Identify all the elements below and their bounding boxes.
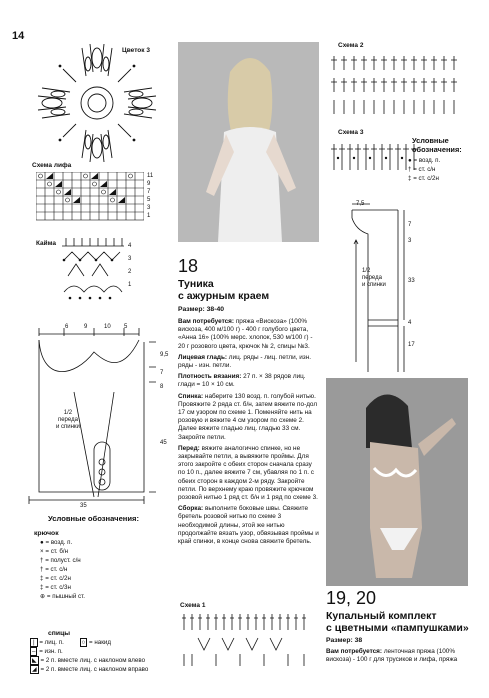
article-18-size: Размер: 38-40 [178,306,225,313]
bodice-chart [36,172,144,222]
legend-knit-subtitle: спицы [48,630,71,637]
swimsuit-model-photo [326,378,468,586]
page-number: 14 [12,30,25,42]
legend-item: ● = возд. п. [40,539,73,546]
legend-crochet-subtitle: крючок [34,530,59,537]
legend-item: × = ст. б/н [40,548,69,555]
pattern-center-label: 1/2 переда и спинки [56,410,80,430]
article-1920-size: Размер: 38 [326,637,363,644]
article-18-number: 18 [178,256,199,276]
border-label: Кайма [36,240,56,247]
scheme-2-label: Схема 2 [338,42,364,49]
tunic-center-label: 1/2 переда и спинки [362,268,386,288]
tunic-dim-4: 33 [408,278,415,284]
article-18-body: Вам потребуется: пряжа «Вискоза» (100% вискоза, 400 м/100 г) - 400 г голубого цвета, «Анна 16» (100% мерс. хлопок, 530 м/100 г) - 20 г розового цвета, крючок № 2, спицы №3. Лицевая гладь: лиц. ряды - лиц. петли, изн. ряды - изн. петли. Плотность вязания: 27 п. × 38 рядов лиц. глади = 10 × 10 см. Спинка: наберите 130 возд. п. голубой нитью. Провяжите 2 ряда ст. б/н, затем вяжите по-дол 17 см узором по схеме 1. Поменяйте нить на розовую и вяжите 4 см узором по схеме 2. Далее вяжите гладью лиц. гладью 33 см. Закройте петли. Перед: вяжите аналогично спинке, но не закрывайте петли, а вывяжите проймы. Для этого закройте с обеих сторон сначала сразу по 10 п., далее вяжите 7 см, убавляя по 1 п. с обеих сторон в каждом 2-м ряду. Закройте петли. По верхнему краю провяжите крючком розовой нитью 1 ряд ст. б/н и 1 ряд по схеме 3. Сборка: выполните боковые швы. Свяжите бретель розовой нитью по схеме 3 необходимой длины, этой же нитью продолжайте вязать узор, обвязывая проймы и край спинки, в конце снова свяжите бретель. [178,318,319,546]
tunic-dim-3: 3 [408,238,412,244]
legend-crochet-list [40,538,85,601]
article-1920-title: Купальный комплект с цветными «пампушками» [326,610,469,634]
legend-item: † = ст. с/н [40,566,68,573]
scheme-2-chart [330,50,470,120]
pattern-dim-right-1: 9,5 [160,352,169,358]
tunic-dim-1: 7,5 [356,201,365,207]
pattern-dim-top-3: 10 [104,324,111,330]
border-row-numbers: 4 3 2 1 [128,243,132,288]
tunic-dim-6: 17 [408,342,415,348]
legend-item: ‡ = ст. с/2н [408,175,439,182]
legend-title: Условные обозначения: [48,514,140,523]
scheme-1-label: Схема 1 [180,602,206,609]
garment-pattern-diagram [14,322,174,512]
legend-item: † = полуст. с/н [40,557,81,564]
tunic-dim-5: 4 [408,320,412,326]
scheme-3-label: Схема 3 [338,129,364,136]
flower-label: Цветок 3 [122,47,150,54]
legend-item: ‡ = ст. с/2н [40,575,71,582]
pattern-dim-top-2: 9 [84,324,88,330]
legend-item: ⊕ = пышный ст. [40,593,86,600]
pattern-dim-right-2: 7 [160,370,164,376]
pattern-dim-right-4: 45 [160,440,167,446]
bodice-label: Схема лифа [32,162,72,169]
legend-item: ‡ = ст. с/3н [40,584,71,591]
pattern-dim-top-1: 6 [65,324,69,330]
legend-item: ◣ = 2 п. вместе лиц. с наклоном влево [32,657,146,664]
tunic-model-photo [178,42,319,242]
legend-right-list [408,156,440,183]
legend-item: ◢ = 2 п. вместе лиц. с наклоном вправо [32,666,149,673]
pattern-dim-right-3: 8 [160,384,164,390]
legend-knit-list [30,638,148,674]
article-18-title: Туника с ажурным краем [178,278,270,302]
article-1920-number: 19, 20 [326,588,377,608]
pattern-dim-top-4: 5 [124,324,128,330]
legend-item: † = ст. с/н [408,166,436,173]
legend-item: – = изн. п. [32,648,63,655]
scheme-1-chart [180,610,320,670]
tunic-dim-2: 7 [408,222,412,228]
flower-diagram [30,36,165,171]
bodice-row-numbers: 11 9 7 5 3 1 [147,173,154,219]
pattern-dim-bottom: 35 [80,503,87,509]
legend-item: ● = возд. п. [408,157,441,164]
legend-item: | = лиц. п. ○ = накид [30,638,148,647]
legend-right-title: Условные обозначения: [412,136,462,154]
article-1920-body: Вам потребуется: ленточная пряжа (100% вискоза) - 100 г для трусиков и лифа, пряжа [326,648,458,664]
border-chart [60,236,126,306]
